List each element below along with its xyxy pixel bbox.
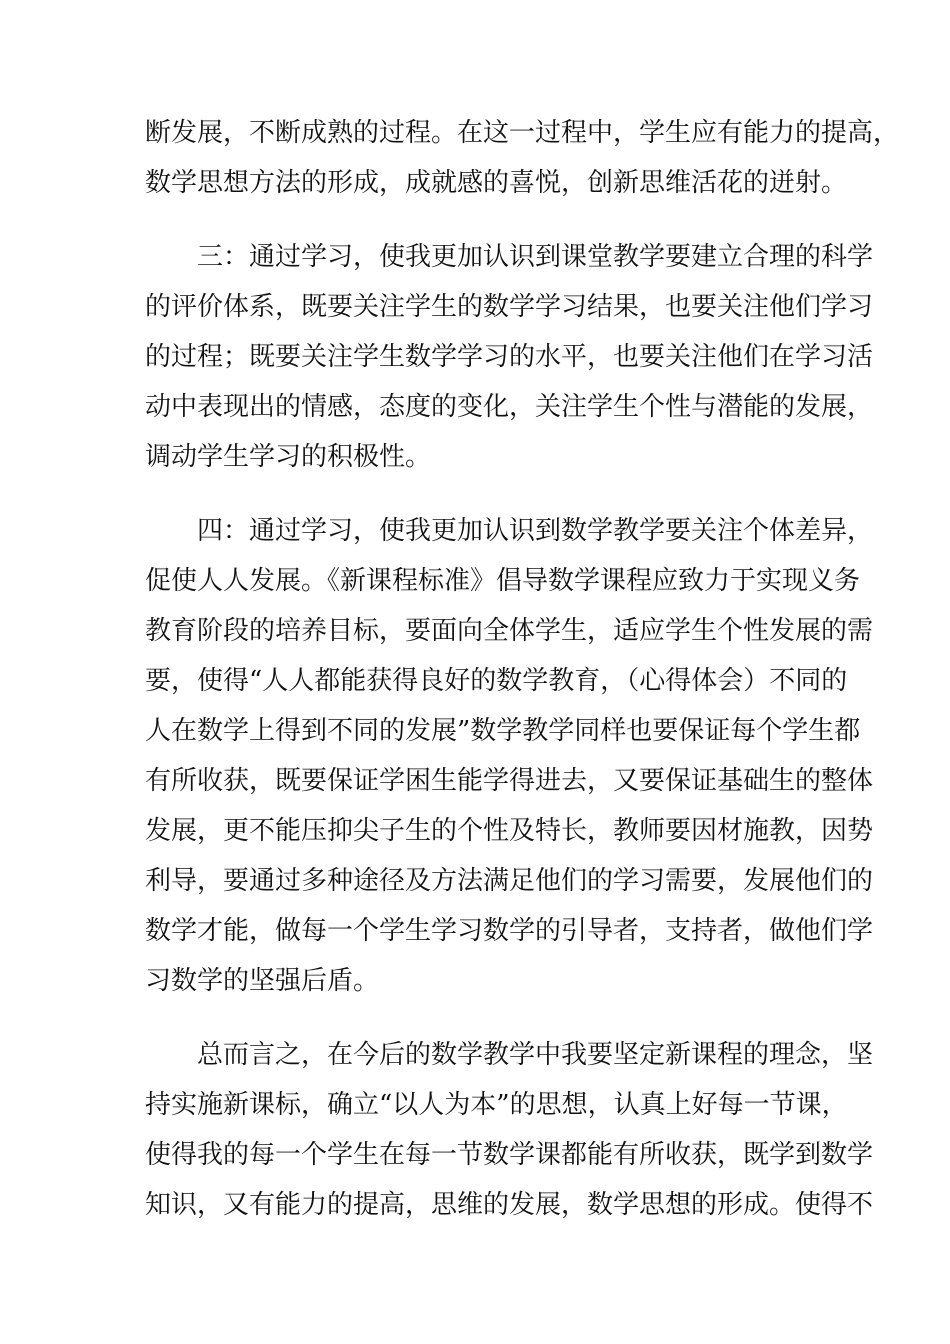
document-page: [145, 108, 900, 1254]
text-line: 人在数学上得到不同的发展”数学教学同样也要保证每个学生都: [145, 716, 861, 746]
paragraph-point-four: [145, 506, 874, 1006]
text-line: 断发展，不断成熟的过程。在这一过程中，学生应有能力的提高，: [145, 118, 900, 148]
text-line: 促使人人发展。《新课程标准》倡导数学课程应致力于实现义务: [145, 566, 861, 596]
text-line: 发展，更不能压抑尖子生的个性及特长，教师要因材施教，因势: [145, 816, 874, 846]
text-line: 四：通过学习，使我更加认识到数学教学要关注个体差异，: [197, 516, 874, 546]
text-line: 数学才能，做每一个学生学习数学的引导者，支持者，做他们学: [145, 916, 874, 946]
text-line: 三：通过学习，使我更加认识到课堂教学要建立合理的科学: [197, 242, 874, 272]
paragraph-point-three: [145, 232, 874, 482]
text-line: 动中表现出的情感，态度的变化，关注学生个性与潜能的发展，: [145, 392, 874, 422]
paragraph-continuation: [145, 108, 900, 208]
text-line: 使得我的每一个学生在每一节数学课都能有所收获，既学到数学: [145, 1140, 874, 1170]
text-line: 数学思想方法的形成，成就感的喜悦，创新思维活花的迸射。: [145, 168, 848, 198]
text-line: 要，使得“人人都能获得良好的数学教育，（心得体会）不同的: [145, 666, 848, 696]
text-line: 知识，又有能力的提高，思维的发展，数学思想的形成。使得不: [145, 1190, 874, 1220]
text-line: 习数学的坚强后盾。: [145, 966, 380, 996]
text-line: 持实施新课标，确立“以人为本”的思想，认真上好每一节课，: [145, 1090, 848, 1120]
text-line: 调动学生学习的积极性。: [145, 442, 432, 472]
text-line: 利导，要通过多种途径及方法满足他们的学习需要，发展他们的: [145, 866, 874, 896]
text-line: 有所收获，既要保证学困生能学得进去，又要保证基础生的整体: [145, 766, 874, 796]
text-line: 的评价体系，既要关注学生的数学学习结果，也要关注他们学习: [145, 292, 874, 322]
paragraph-conclusion: [145, 1030, 874, 1230]
text-line: 总而言之，在今后的数学教学中我要坚定新课程的理念，坚: [197, 1040, 874, 1070]
text-line: 的过程；既要关注学生数学学习的水平，也要关注他们在学习活: [145, 342, 874, 372]
text-line: 教育阶段的培养目标，要面向全体学生，适应学生个性发展的需: [145, 616, 874, 646]
